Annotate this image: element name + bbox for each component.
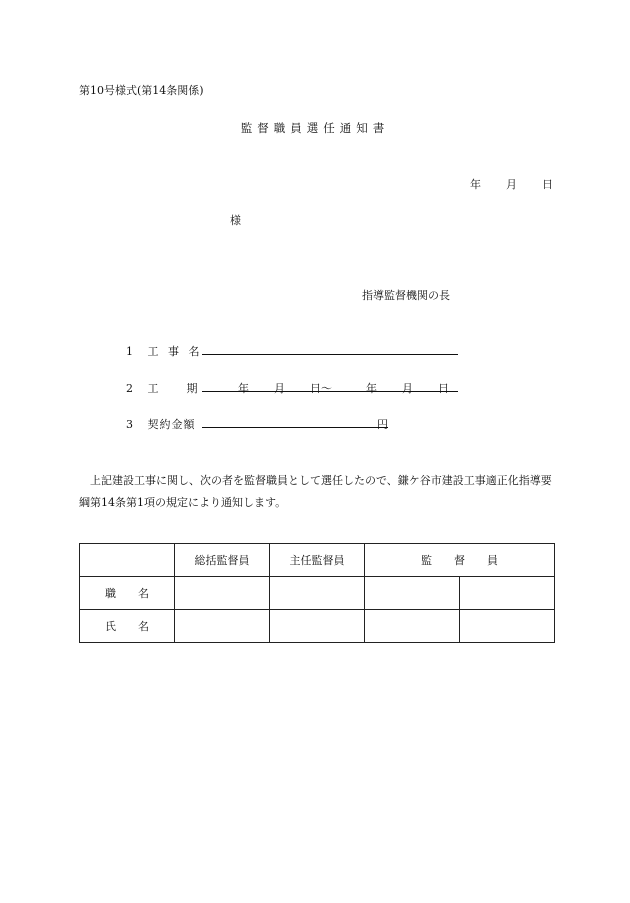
item-construction-name: [126, 343, 203, 359]
item-number: 1: [126, 345, 133, 358]
table-header-cell: 監 督 員: [365, 544, 555, 577]
item-label: 工 期: [147, 382, 200, 395]
table-cell[interactable]: [365, 577, 460, 610]
supervisor-table: [79, 543, 555, 643]
table-cell[interactable]: [175, 577, 270, 610]
item-number: 2: [126, 382, 133, 395]
item-construction-period: [126, 380, 200, 396]
addressee-suffix: 様: [230, 214, 241, 227]
contract-amount-field[interactable]: [202, 414, 388, 428]
table-header-cell: 主任監督員: [270, 544, 365, 577]
table-header-row: [80, 544, 555, 577]
item-label: 契約金額: [147, 418, 196, 431]
currency-unit: 円: [377, 418, 388, 431]
table-row: [80, 577, 555, 610]
date-line: [470, 176, 553, 192]
period-month1: 月: [274, 382, 285, 395]
table-cell[interactable]: [460, 577, 555, 610]
item-label: 工 事 名: [147, 345, 203, 358]
form-number: 第10号様式(第14条関係): [79, 84, 204, 97]
notice-body-text: 上記建設工事に関し、次の者を監督職員として選任したので、鎌ケ谷市建設工事適正化指導要綱第14条第1項の規定により通知します。: [79, 474, 552, 509]
period-year1: 年: [238, 382, 249, 395]
period-day1: 日～: [310, 382, 332, 395]
table-cell[interactable]: [270, 577, 365, 610]
row-label: 職 名: [80, 577, 175, 610]
construction-name-field[interactable]: [202, 341, 458, 355]
date-day: 日: [542, 178, 553, 191]
item-contract-amount: [126, 416, 196, 432]
table-cell[interactable]: [365, 610, 460, 643]
period-day2: 日: [438, 382, 449, 395]
row-label: 氏 名: [80, 610, 175, 643]
table-header-cell: [80, 544, 175, 577]
period-year2: 年: [366, 382, 377, 395]
date-month: 月: [506, 178, 517, 191]
table-row: [80, 610, 555, 643]
period-month2: 月: [402, 382, 413, 395]
table-cell[interactable]: [460, 610, 555, 643]
table-cell[interactable]: [175, 610, 270, 643]
document-title: 監督職員選任通知書: [240, 121, 390, 135]
table-cell[interactable]: [270, 610, 365, 643]
table-header-cell: 総括監督員: [175, 544, 270, 577]
date-year: 年: [470, 178, 481, 191]
issuer-title: 指導監督機関の長: [362, 289, 450, 302]
item-number: 3: [126, 418, 133, 431]
